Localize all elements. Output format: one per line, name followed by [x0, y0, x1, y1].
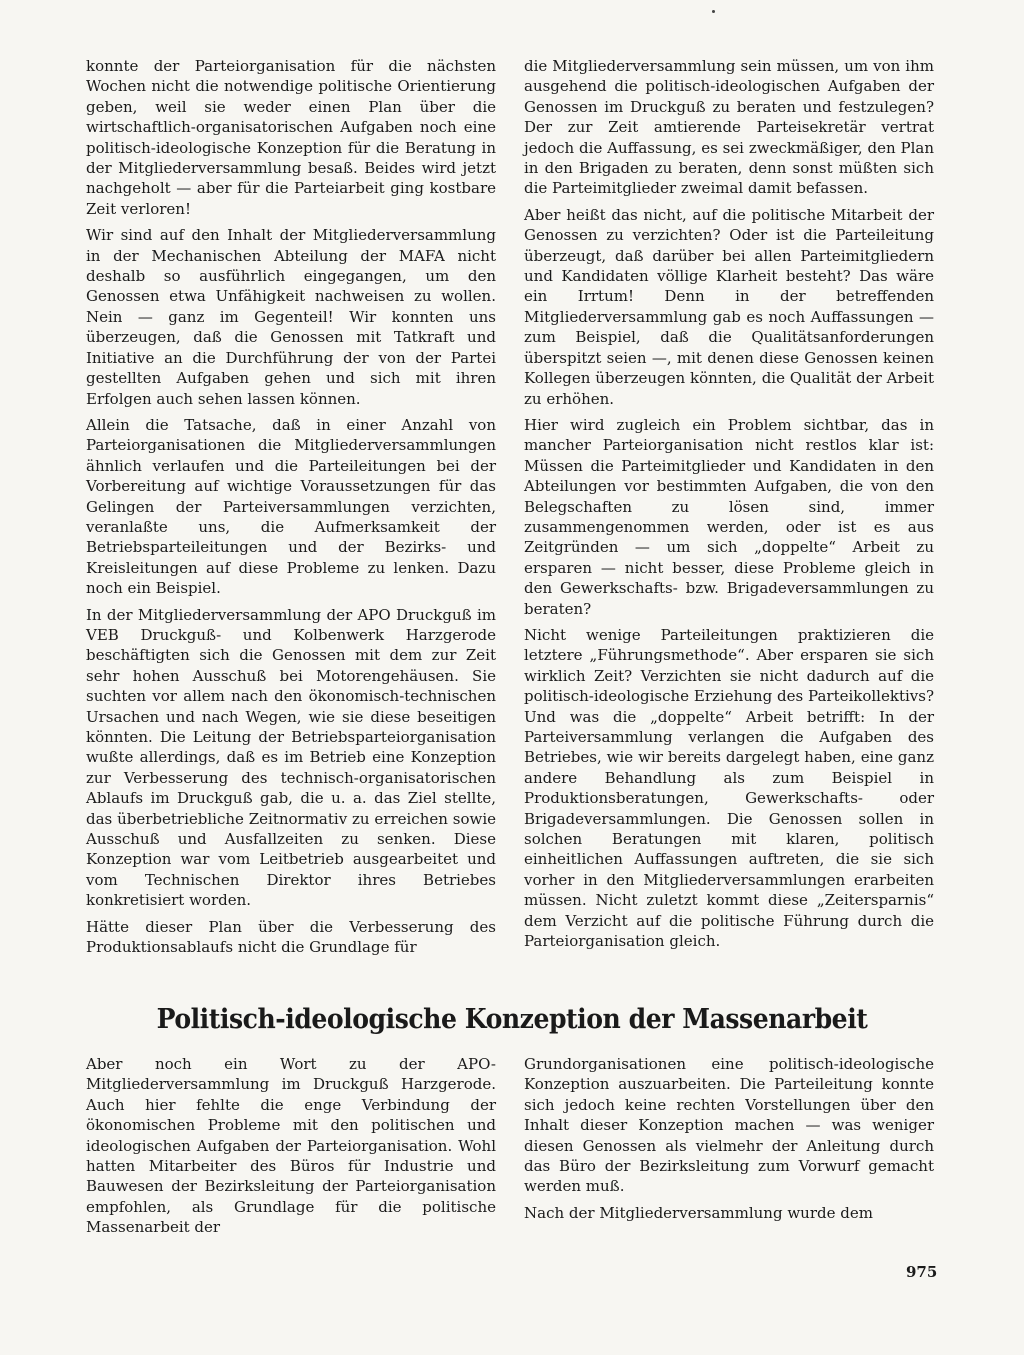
print-speck	[712, 10, 715, 13]
paragraph: Hätte dieser Plan über die Verbesserung des Produktionsablaufs nicht die Grundlage für	[86, 917, 496, 957]
paragraph: Allein die Tatsache, daß in einer Anzahl von Parteiorganisationen die Mitgliederversammlungen ähnlich verlaufen und die Parteileitungen bei der Vorbereitung auf wichtige Voraussetzungen für das Gelingen der Parteiversammlungen verzichten, veranlaßte uns, die Aufmerksamkeit der Betriebsparteileitungen und der Bezirks- und Kreisleitungen auf diese Probleme zu lenken. Dazu noch ein Beispiel.	[86, 415, 496, 598]
paragraph: Grundorganisationen eine politisch-ideologische Konzeption auszuarbeiten. Die Parteileitung konnte sich jedoch keine rechten Vorstellungen über den Inhalt dieser Konzeption machen — was weniger diesen Genossen als vielmehr der Anleitung durch das Büro der Bezirksleitung zum Vorwurf gemacht werden muß.	[524, 1055, 934, 1196]
paragraph: Hier wird zugleich ein Problem sichtbar, das in mancher Parteiorganisation nicht restlos klar ist: Müssen die Parteimitglieder und Kandidaten in den Abteilungen vor bestimmten Aufgaben, die von den Belegschaften zu lösen sind, immer zusammengenommen werden, oder ist es aus Zeitgründen — um sich „doppelte“ Arbeit zu ersparen — nicht besser, diese Probleme gleich in den Gewerkschafts- bzw. Brigadeversammlungen zu beraten?	[524, 415, 934, 618]
paragraph: Nach der Mitgliederversammlung wurde dem	[524, 1203, 873, 1222]
paragraph: Aber heißt das nicht, auf die politische Mitarbeit der Genossen zu verzichten? Oder ist die Parteileitung überzeugt, daß darüber bei allen Parteimitgliedern und Kandidaten völlige Klarheit besteht? Das wäre ein Irrtum! Denn in der betreffenden Mitgliederversammlung gab es noch Auffassungen — zum Beispiel, daß die Qualitätsanforderungen überspitzt seien —, mit denen diese Genossen keinen Kollegen überzeugen könnten, die Qualität der Arbeit zu erhöhen.	[524, 205, 934, 408]
paragraph: In der Mitgliederversammlung der APO Druckguß im VEB Druckguß- und Kolbenwerk Harzgerode beschäftigten sich die Genossen mit dem zur Zeit sehr hohen Ausschuß bei Motorengehäusen. Sie suchten vor allem nach den ökonomisch-technischen Ursachen und nach Wegen, wie sie diese beseitigen könnten. Die Leitung der Betriebsparteiorganisation wußte allerdings, daß es im Betrieb eine Konzeption zur Verbesserung des technisch-organisatorischen Ablaufs im Druckguß gab, die u. a. das Ziel stellte, das überbetriebliche Zeitnormativ zu erreichen sowie Ausschuß und Ausfallzeiten zu senken. Diese Konzeption war vom Leitbetrieb ausgearbeitet und vom Technischen Direktor ihres Betriebes konkretisiert worden.	[86, 605, 496, 910]
paragraph: die Mitgliederversammlung sein müssen, um von ihm ausgehend die politisch-ideologischen Aufgaben der Genossen im Druckguß zu beraten und festzulegen? Der zur Zeit amtierende Parteisekretär vertrat jedoch die Auffassung, es sei zweckmäßiger, den Plan in den Brigaden zu beraten, denn sonst müßten sich die Parteimitglieder zweimal damit befassen.	[524, 57, 934, 198]
section-heading: Politisch-ideologische Konzeption der Massenarbeit	[156, 1004, 868, 1035]
text-column-top-left	[86, 56, 496, 963]
paragraph: Aber noch ein Wort zu der APO-Mitgliederversammlung im Druckguß Harzgerode. Auch hier fehlte die enge Verbindung der ökonomischen Probleme mit den politischen und ideologischen Aufgaben der Parteiorganisation. Wohl hatten Mitarbeiter des Büros für Industrie und Bauwesen der Bezirksleitung der Parteiorganisation empfohlen, als Grundlage für die politische Massenarbeit der	[86, 1055, 496, 1237]
text-column-top-right	[524, 56, 934, 957]
text-column-bottom-left	[86, 1054, 496, 1244]
page-number: 975	[906, 1263, 938, 1281]
paragraph: Wir sind auf den Inhalt der Mitgliederversammlung in der Mechanischen Abteilung der MAFA nicht deshalb so ausführlich eingegangen, um den Genossen etwa Unfähigkeit nachweisen zu wollen. Nein — ganz im Gegenteil! Wir konnten uns überzeugen, daß die Genossen mit Tatkraft und Initiative an die Durchführung der von der Partei gestellten Aufgaben gehen und sich mit ihren Erfolgen auch sehen lassen können.	[86, 226, 496, 408]
paragraph: Nicht wenige Parteileitungen praktizieren die letztere „Führungsmethode“. Aber ersparen sie sich wirklich Zeit? Verzichten sie nicht dadurch auf die politisch-ideologische Erziehung des Parteikollektivs? Und was die „doppelte“ Arbeit betrifft: In der Parteiversammlung verlangen die Aufgaben des Betriebes, wie wir bereits dargelegt haben, eine ganz andere Behandlung als zum Beispiel in Produktionsberatungen, Gewerkschafts- oder Brigadeversammlungen. Die Genossen sollen in solchen Beratungen mit klaren, politisch einheitlichen Auffassungen auftreten, die sie sich vorher in den Mitgliederversammlungen erarbeiten müssen. Nicht zuletzt kommt diese „Zeitersparnis“ dem Verzicht auf die politische Führung durch die Parteiorganisation gleich.	[524, 625, 934, 951]
text-column-bottom-right	[524, 1054, 934, 1229]
paragraph: konnte der Parteiorganisation für die nächsten Wochen nicht die notwendige politische Orientierung geben, weil sie weder einen Plan über die wirtschaftlich-organisatorischen Aufgaben noch eine politisch-ideologische Konzeption für die Beratung in der Mitgliederversammlung besaß. Beides wird jetzt nachgeholt — aber für die Parteiarbeit ging kostbare Zeit verloren!	[86, 57, 496, 218]
